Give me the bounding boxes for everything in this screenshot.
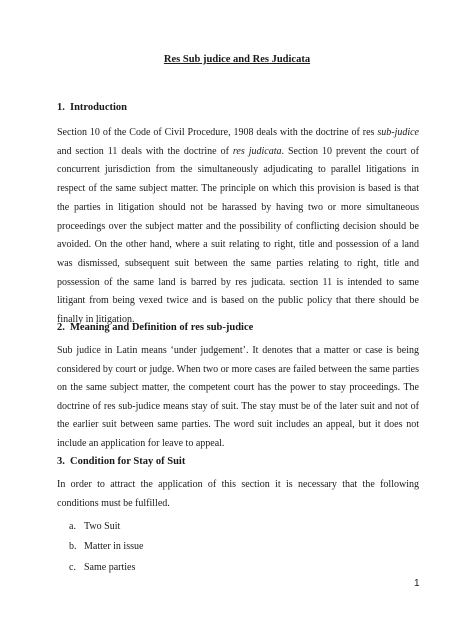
list-marker: b. bbox=[69, 541, 77, 553]
condition-paragraph: In order to attract the application of this section it is necessary that the following conditions must be fulfilled. bbox=[57, 479, 419, 509]
text-run: . Section 10 prevent the court of concurrent jurisdiction from the simultaneously adjudicating to parallel litigations in respect of the same subject matter. The principle on which this provision is based is that the parties in litigation should not be harassed by having two or more simultaneous proceedings over the subject matter and the possibility of conflicting decision should be avoided. On the other hand, where a suit relating to right, title and possession of a land was dismissed, subsequent suit between the same parties relating to right, title and possession of the same land is barred by res judicata. section 11 is intended to same litigant from being vexed twice and is based on the public policy that there should be finally in litigation. bbox=[57, 145, 419, 326]
list-item bbox=[69, 517, 143, 537]
text-run: Section 10 of the Code of Civil Procedure, 1908 deals with the doctrine of res bbox=[57, 127, 378, 138]
section-heading-text: Meaning and Definition of res sub-judice bbox=[70, 322, 254, 333]
condition-list bbox=[69, 517, 143, 578]
section-number: 1. bbox=[57, 102, 65, 113]
section-number: 3. bbox=[57, 456, 65, 467]
italic-term: sub-judice bbox=[377, 127, 419, 138]
meaning-paragraph: Sub judice in Latin means ‘under judgement’. It denotes that a matter or case is being considered by court or judge. When two or more cases are failed between the same parties on the same subject matter, the competent court has the power to stay proceedings. The doctrine of res sub-judice means stay of suit. The stay must be of the later suit and not of the earlier suit between same parties. The word suit includes an appeal, but it does not include an application for leave to appeal. bbox=[57, 345, 419, 449]
section-heading-meaning bbox=[57, 322, 253, 333]
text-run: and section 11 deals with the doctrine of bbox=[57, 145, 233, 157]
list-item-text: Matter in issue bbox=[84, 541, 144, 553]
section-heading-condition bbox=[57, 456, 185, 467]
section-heading-text: Introduction bbox=[70, 102, 127, 113]
italic-term: res judicata bbox=[232, 145, 282, 157]
list-item-text: Two Suit bbox=[84, 521, 121, 532]
section-heading-introduction bbox=[57, 102, 127, 113]
list-marker: c. bbox=[69, 561, 76, 573]
section-number: 2. bbox=[57, 322, 65, 333]
list-marker: a. bbox=[69, 521, 76, 532]
document-title: Res Sub judice and Res Judicata bbox=[163, 54, 311, 65]
page-number: 1 bbox=[414, 578, 420, 589]
list-item-text: Same parties bbox=[84, 561, 136, 573]
introduction-paragraph bbox=[57, 124, 419, 330]
section-heading-text: Condition for Stay of Suit bbox=[70, 456, 186, 467]
list-item bbox=[69, 558, 143, 578]
list-item bbox=[69, 537, 143, 557]
